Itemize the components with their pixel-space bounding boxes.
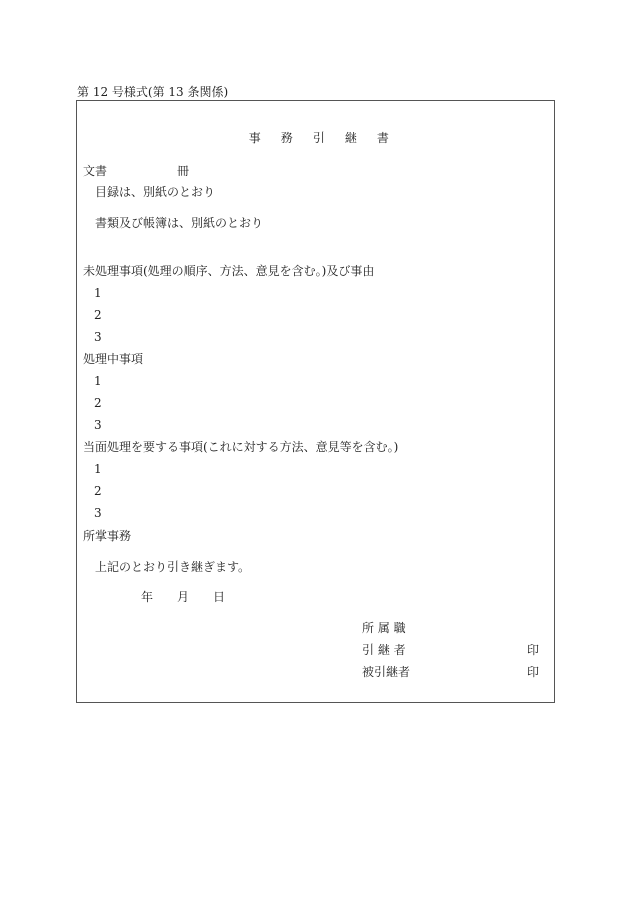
unprocessed-item-1: 1: [94, 286, 102, 300]
title-char-1: 事: [248, 131, 261, 145]
date-year: 年: [141, 590, 154, 604]
successor-seal: 印: [527, 643, 540, 657]
predecessor-label: 被引継者: [362, 665, 411, 679]
immediate-heading: 当面処理を要する事項(これに対する方法、意見等を含む。): [83, 440, 399, 454]
title-char-4: 継: [344, 131, 357, 145]
handover-statement: 上記のとおり引き継ぎます。: [95, 560, 251, 574]
documents-line-2: 書類及び帳簿は、別紙のとおり: [95, 216, 264, 230]
duties-heading: 所掌事務: [83, 529, 132, 543]
documents-label: 文書: [83, 164, 108, 178]
title-char-3: 引: [312, 131, 325, 145]
immediate-item-1: 1: [94, 462, 102, 476]
title-char-5: 書: [376, 131, 389, 145]
form-number: 第 12 号様式(第 13 条関係): [77, 85, 229, 99]
affiliation-label: 所 属 職: [362, 621, 406, 635]
title-char-2: 務: [280, 131, 293, 145]
in-process-item-2: 2: [94, 396, 102, 410]
documents-line-1: 目録は、別紙のとおり: [95, 185, 216, 199]
immediate-item-3: 3: [94, 506, 102, 520]
in-process-item-3: 3: [94, 418, 102, 432]
in-process-item-1: 1: [94, 374, 102, 388]
successor-label: 引 継 者: [362, 643, 406, 657]
date-day: 日: [213, 590, 226, 604]
unprocessed-heading: 未処理事項(処理の順序、方法、意見を含む。)及び事由: [83, 264, 375, 278]
unprocessed-item-2: 2: [94, 308, 102, 322]
predecessor-seal: 印: [527, 665, 540, 679]
date-month: 月: [177, 590, 190, 604]
in-process-heading: 処理中事項: [83, 352, 144, 366]
documents-unit: 冊: [177, 164, 190, 178]
unprocessed-item-3: 3: [94, 330, 102, 344]
immediate-item-2: 2: [94, 484, 102, 498]
document-title: [0, 117, 630, 145]
